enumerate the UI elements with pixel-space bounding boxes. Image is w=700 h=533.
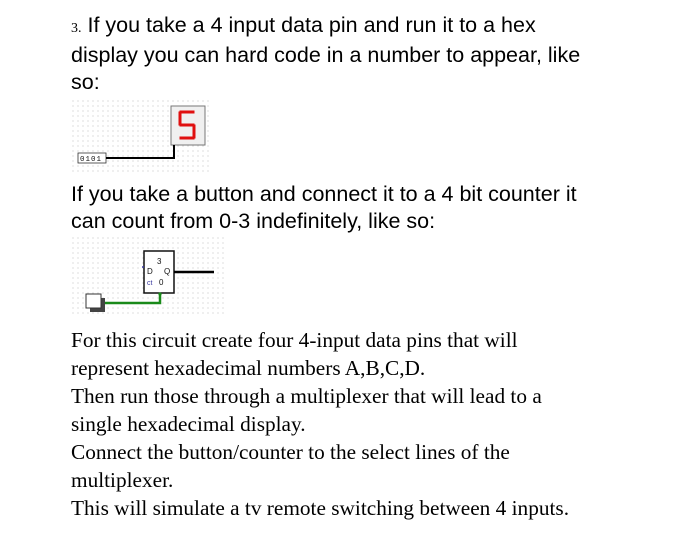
counter-q-label: Q (164, 267, 171, 276)
task-line-6: multiplexer. (71, 468, 174, 492)
intro-paragraph (71, 12, 681, 96)
task-line-1: For this circuit create four 4-input data pins that will (71, 328, 518, 352)
push-button[interactable] (86, 294, 101, 308)
task-line-3: Then run those through a multiplexer that will lead to a (71, 384, 542, 408)
task-line-7: This will simulate a tv remote switching between 4 inputs. (71, 496, 570, 520)
task-line-4: single hexadecimal display. (71, 412, 306, 436)
task-paragraph (71, 326, 681, 522)
question-number: 3. (71, 21, 82, 36)
counter-zero-label: 0 (159, 278, 164, 287)
intro-text-1: If you take a 4 input data pin and run it to a hex (87, 13, 536, 37)
counter-line-2: can count from 0-3 indefinitely, like so: (71, 209, 436, 233)
task-line-5: Connect the button/counter to the select lines of the (71, 440, 510, 464)
intro-line-1 (71, 12, 681, 42)
counter-d-label: D (147, 267, 153, 276)
counter-paragraph (71, 181, 681, 235)
counter-bits-label: 3 (157, 257, 162, 266)
task-line-2: represent hexadecimal numbers A,B,C,D. (71, 356, 426, 380)
hex-display-circuit-figure (72, 100, 222, 172)
intro-line-3: so: (71, 70, 100, 94)
intro-line-2: display you can hard code in a number to appear, like (71, 43, 581, 67)
counter-line-1: If you take a button and connect it to a 4 bit counter it (71, 182, 577, 206)
counter-circuit-figure (72, 237, 232, 317)
counter-clock-label: ct (147, 280, 153, 287)
input-pin-value: 0101 (80, 156, 103, 164)
